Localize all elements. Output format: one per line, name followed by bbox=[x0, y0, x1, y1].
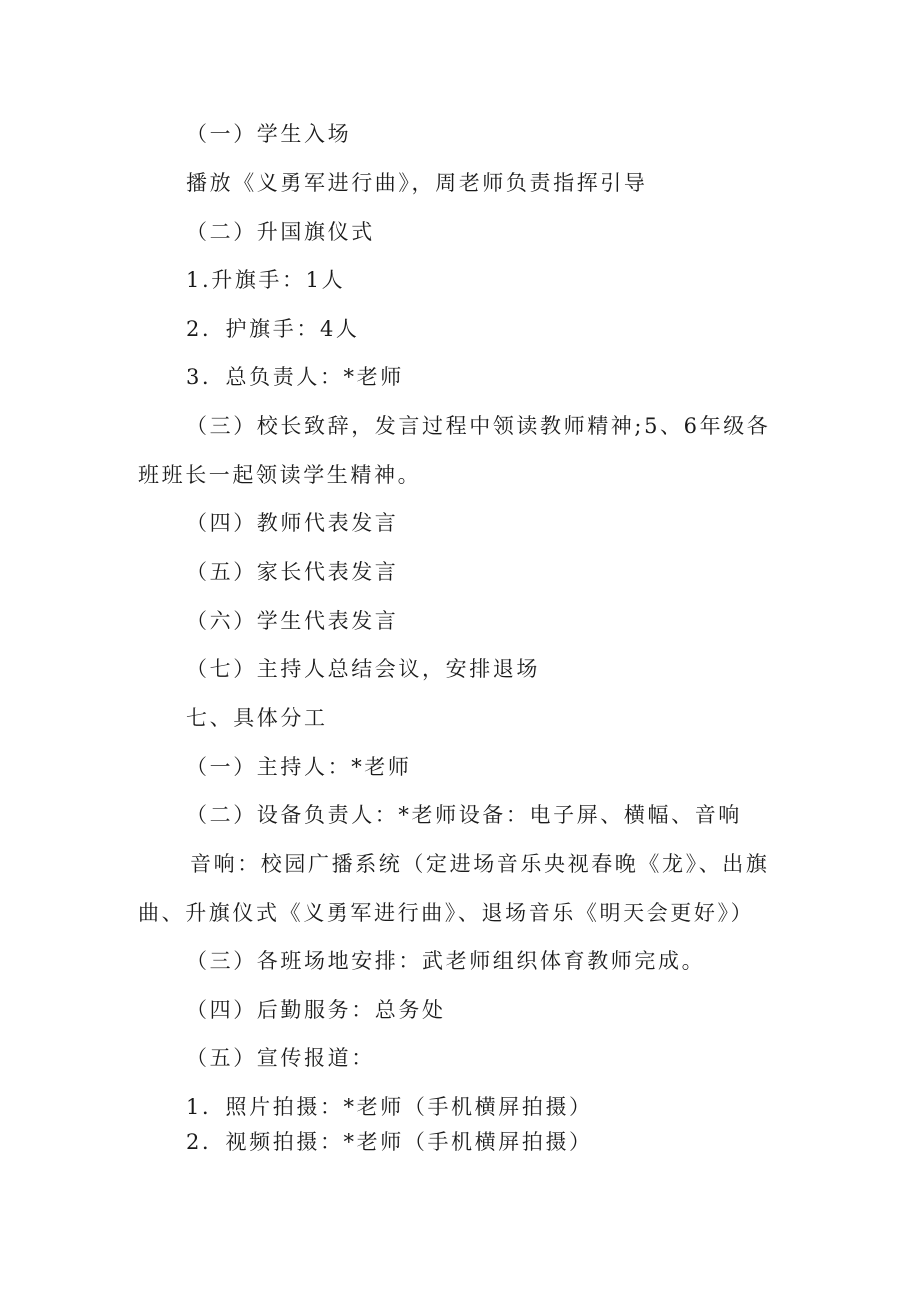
section-flag-ceremony: （二）升国旗仪式 bbox=[186, 220, 375, 244]
logistics-service: （四）后勤服务：总务处 bbox=[186, 998, 446, 1022]
venue-arrangement: （三）各班场地安排：武老师组织体育教师完成。 bbox=[186, 949, 706, 973]
section-principal-speech: （三）校长致辞，发言过程中领读教师精神;5、6年级各 bbox=[186, 414, 771, 438]
publicity-report: （五）宣传报道： bbox=[186, 1046, 375, 1070]
audio-system-detail-continued: 曲、升旗仪式《义勇军进行曲》、退场音乐《明天会更好》） bbox=[138, 901, 755, 925]
section-student-entrance: （一）学生入场 bbox=[186, 122, 352, 146]
photo-shooting-item: 1．照片拍摄：*老师（手机横屏拍摄） bbox=[186, 1095, 593, 1119]
section-parent-speech: （五）家长代表发言 bbox=[186, 560, 399, 584]
heading-division-of-labor: 七、具体分工 bbox=[186, 706, 328, 730]
equipment-assignment: （二）设备负责人：*老师设备：电子屏、横幅、音响 bbox=[186, 803, 742, 827]
section-student-speech: （六）学生代表发言 bbox=[186, 609, 399, 633]
video-shooting-item: 2．视频拍摄：*老师（手机横屏拍摄） bbox=[186, 1130, 593, 1154]
flag-guard-item: 2．护旗手：4人 bbox=[186, 317, 360, 341]
anthem-instruction: 播放《义勇军进行曲》，周老师负责指挥引导 bbox=[186, 171, 648, 195]
audio-system-detail: 音响：校园广播系统（定进场音乐央视春晚《龙》、出旗 bbox=[190, 852, 770, 876]
section-teacher-speech: （四）教师代表发言 bbox=[186, 511, 399, 535]
flag-raiser-item: 1.升旗手：1人 bbox=[186, 268, 346, 292]
principal-speech-continued: 班班长一起领读学生精神。 bbox=[138, 463, 422, 487]
section-host-summary: （七）主持人总结会议，安排退场 bbox=[186, 657, 540, 681]
chief-responsible-item: 3．总负责人：*老师 bbox=[186, 365, 404, 389]
host-assignment: （一）主持人：*老师 bbox=[186, 755, 412, 779]
